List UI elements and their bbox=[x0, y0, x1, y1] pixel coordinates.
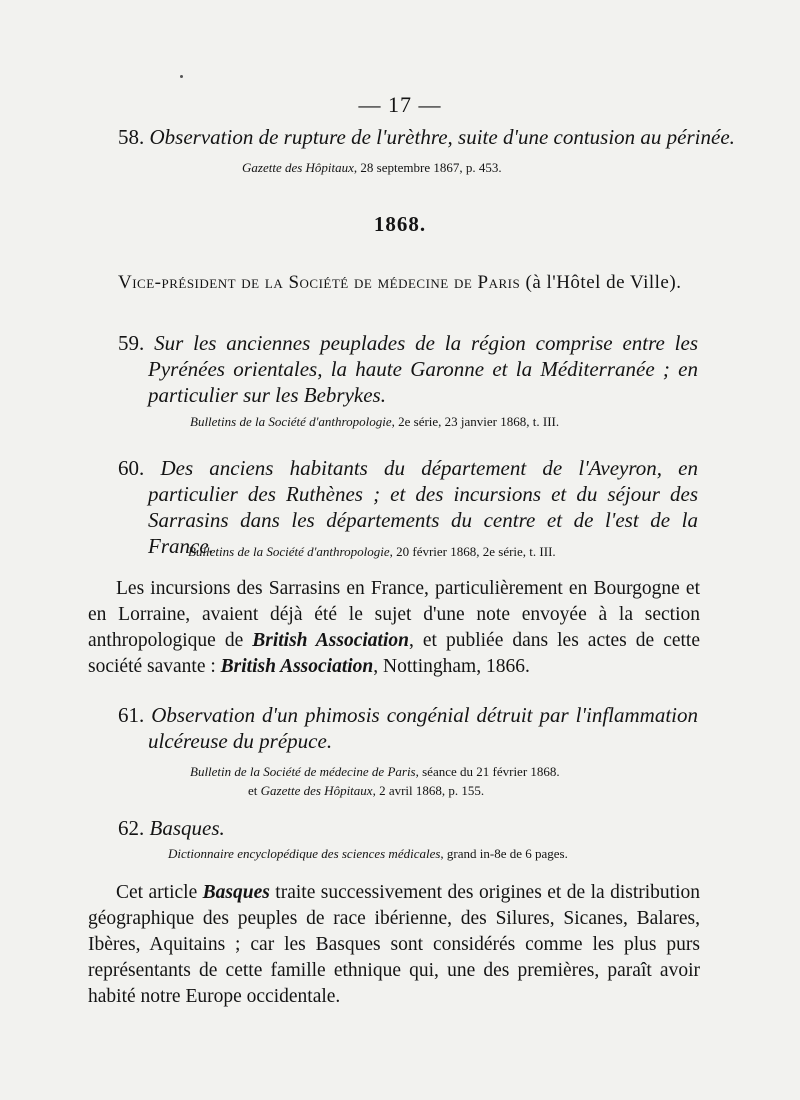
office-place: (à l'Hôtel de Ville). bbox=[525, 272, 682, 293]
reference-details: , 20 février 1868, 2e série, t. III. bbox=[389, 544, 556, 559]
entry-title-text: Sur les anciennes peuplades de la région comprise entre les Pyrénées orientales, la haute Garonne et la Méditerranée ; en particulier sur les Bebrykes. bbox=[148, 331, 699, 407]
journal-name: Gazette des Hôpitaux bbox=[242, 160, 354, 175]
entry-58-title bbox=[118, 124, 735, 150]
entry-number: 59. bbox=[118, 331, 145, 355]
entry-59-title bbox=[118, 330, 698, 408]
entry-60-reference bbox=[188, 544, 556, 560]
paragraph-basques bbox=[88, 880, 700, 1010]
reference-prefix: et bbox=[248, 783, 261, 798]
reference-details: , grand in-8e de 6 pages. bbox=[440, 846, 568, 861]
page-number: — 17 — bbox=[358, 92, 442, 117]
paragraph-text: , et publiée dans les actes de cette société savante : bbox=[88, 630, 700, 677]
journal-name: Bulletins de la Société d'anthropologie bbox=[190, 414, 392, 429]
ink-speck bbox=[180, 75, 183, 78]
journal-name: Gazette des Hôpitaux bbox=[260, 783, 373, 798]
entry-number: 61. bbox=[118, 703, 145, 727]
emphasis: British Association bbox=[220, 656, 374, 677]
office-heading bbox=[118, 272, 698, 294]
reference-details: , 2 avril 1868, p. 155. bbox=[372, 783, 485, 798]
entry-title-text: Basques. bbox=[149, 816, 225, 840]
entry-title-text: Observation de rupture de l'urèthre, suite d'une contusion au périnée. bbox=[149, 125, 735, 149]
paragraph-text: , Nottingham, 1866. bbox=[373, 656, 530, 677]
paragraph-text: Les incursions des Sarrasins en France, particulièrement en Bourgogne et en Lorraine, avaient déjà été le sujet d'une note envoyée à la section anthropologique de bbox=[88, 578, 700, 651]
entry-number: 60. bbox=[118, 456, 145, 480]
entry-61-reference-2 bbox=[248, 783, 484, 799]
paragraph-text: Cet article bbox=[116, 882, 203, 903]
entry-61-title bbox=[118, 702, 698, 754]
reference-details: , 28 septembre 1867, p. 453. bbox=[353, 160, 502, 175]
entry-61-reference bbox=[190, 764, 560, 780]
entry-59-reference bbox=[190, 414, 559, 430]
journal-name: Bulletin de la Société de médecine de Paris bbox=[190, 764, 416, 779]
entry-title-text: Des anciens habitants du département de l'Aveyron, en particulier des Ruthènes ; et des incursions et du séjour des Sarrasins dans les départements du centre et de l'est de la France. bbox=[148, 456, 699, 558]
entry-number: 58. bbox=[118, 125, 145, 149]
entry-58-reference bbox=[242, 160, 502, 176]
journal-name: Bulletins de la Société d'anthropologie bbox=[188, 544, 390, 559]
paragraph-text: traite successivement des origines et de la distribution géographique des peuples de race ibérienne, des Silures, Sicanes, Balares, Ibères, Aquitains ; car les Basques sont considérés comme les plus purs représentants de cette famille ethnique qui, une des premières, paraît avoir habité notre Europe occidentale. bbox=[88, 882, 700, 1007]
reference-details: , séance du 21 février 1868. bbox=[415, 764, 560, 779]
emphasis: British Association bbox=[252, 630, 409, 651]
year-heading: 1868. bbox=[373, 212, 427, 236]
reference-details: , 2e série, 23 janvier 1868, t. III. bbox=[391, 414, 560, 429]
entry-62-reference bbox=[168, 846, 568, 862]
entry-title-text: Observation d'un phimosis congénial détruit par l'inflammation ulcéreuse du prépuce. bbox=[148, 703, 698, 753]
emphasis: Basques bbox=[202, 882, 270, 903]
entry-number: 62. bbox=[118, 816, 145, 840]
office-label: Vice-président de la Société de médecine de Paris bbox=[118, 272, 521, 293]
paragraph-sarrasins bbox=[88, 576, 700, 680]
journal-name: Dictionnaire encyclopédique des sciences médicales bbox=[168, 846, 441, 861]
entry-62-title bbox=[118, 815, 698, 841]
